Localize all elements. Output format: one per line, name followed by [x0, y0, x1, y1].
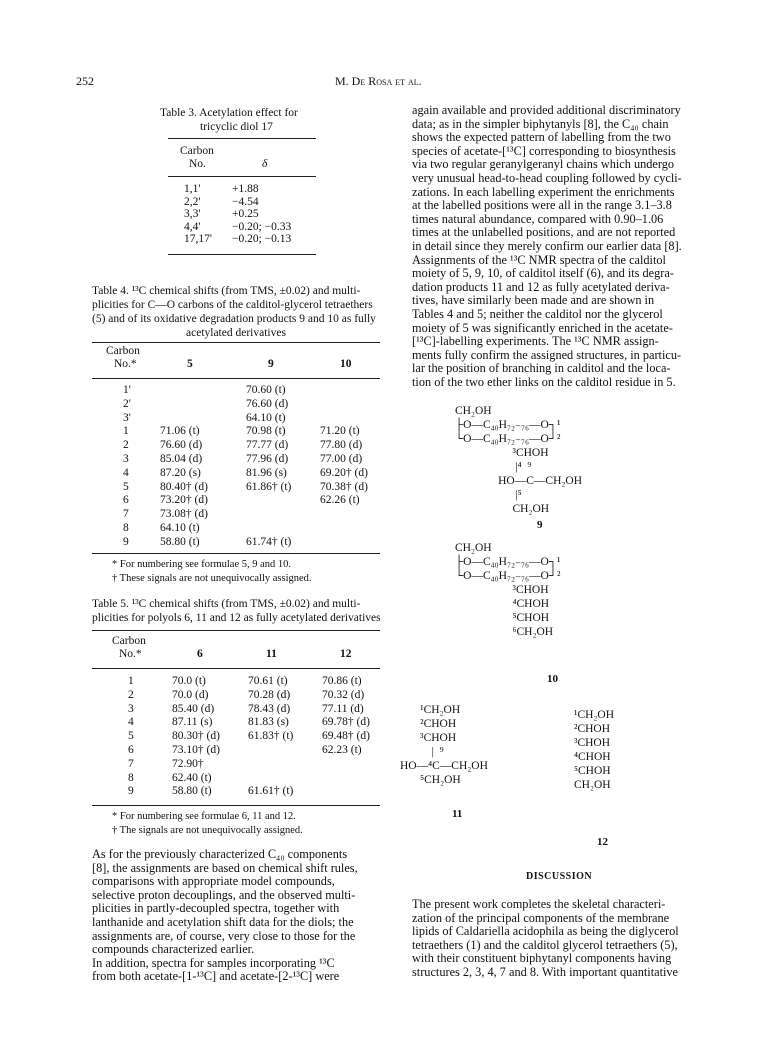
table-4-cell: 8	[123, 522, 129, 534]
structure-12-line-1: ¹CH₂OH	[574, 709, 615, 721]
structure-9-line-5: |⁴ ⁹	[455, 461, 532, 473]
structure-10-line-4: ³CHOH	[455, 584, 549, 596]
table-4-cell: 80.40† (d)	[160, 480, 208, 493]
left-body-line-10: from both acetate-[1-¹³C] and acetate-[2-¹³C] were	[92, 969, 340, 984]
right-body-top-line-18: [¹³C]-labelling experiments. The ¹³C NMR assign-	[412, 334, 659, 349]
table-5-cell: 4	[128, 716, 134, 729]
table-3-cell: 1,1'	[184, 183, 201, 195]
right-body-bottom-line-6: structures 2, 3, 4, 7 and 8. With important quantitative	[412, 964, 679, 979]
table-4-cell: 77.80 (d)	[320, 439, 363, 452]
right-body-bottom-line-2: zation of the principal components of the membrane	[412, 910, 670, 925]
structure-10-line-6: ⁵CHOH	[455, 612, 550, 624]
table-4-top-rule	[92, 342, 380, 343]
table-5-head-col-12: 12	[340, 648, 352, 660]
right-body-top-line-9: times natural abundance, compared with 0.90–1.06	[412, 211, 664, 226]
table-4-head-col-10: 10	[340, 358, 352, 370]
right-body-top-line-21: tion of the two ether links on the calditol residue in 5.	[412, 374, 676, 389]
table-4-footnote-2: † These signals are not unequivocally assigned.	[112, 573, 312, 584]
structure-9	[455, 404, 582, 516]
page-number: 252	[76, 74, 94, 88]
table-5-cell: 73.10† (d)	[172, 744, 220, 756]
table-3-top-rule	[168, 138, 316, 139]
table-4-cell: 71.20 (t)	[320, 425, 360, 438]
table-5-cell: 3	[128, 702, 134, 715]
table-4-cell: 81.96 (s)	[246, 466, 287, 479]
table-3-cell: +1.88	[232, 183, 259, 195]
right-body-top-line-2: data; as in the simpler biphytanyls [8], the C₄₀ chain	[412, 116, 669, 131]
left-body-line-3: comparisons with appropriate model compounds,	[92, 874, 335, 889]
table-5-footnote-1: * For numbering see formulae 6, 11 and 12.	[112, 811, 296, 822]
table-3-caption-line1: Table 3. Acetylation effect for	[160, 107, 298, 119]
structure-9-line-6: HO—C—CH₂OH	[455, 475, 582, 487]
table-4-cell: 69.20† (d)	[320, 466, 368, 479]
table-4-cell: 1	[123, 425, 129, 438]
structure-9-line-4: ³CHOH	[455, 447, 549, 459]
table-3-head-no: No.	[189, 158, 206, 170]
right-body-top-line-11: in detail since they merely confirm our earlier data [8].	[412, 238, 682, 253]
left-body-line-1: As for the previously characterized C₄₀ components	[92, 847, 348, 861]
table-3-head-delta: δ	[262, 158, 268, 170]
table-4-cell: 3'	[123, 411, 131, 424]
table-5-bottom-rule	[92, 805, 380, 806]
structure-9-line-3: └O—C₄₀H₇₂₋₇₆—O┘²	[455, 433, 561, 445]
table-4-cell: 73.08† (d)	[160, 508, 208, 521]
table-5-cell: 70.0 (d)	[172, 688, 209, 701]
table-4-cell: 77.96 (d)	[246, 453, 289, 465]
table-3-cell: −0.20; −0.33	[232, 220, 292, 233]
left-body-line-6: lanthanide and acetylation shift data for the diols; the	[92, 914, 354, 929]
right-body-top-line-17: moiety of 5 was significantly enriched in the acetate-	[412, 320, 673, 335]
table-3-cell: 2,2'	[184, 195, 201, 208]
left-body-line-9: In addition, spectra for samples incorporating ¹³C	[92, 955, 335, 970]
table-4-cell: 62.26 (t)	[320, 494, 360, 507]
table-5-caption-2: plicities for polyols 6, 11 and 12 as fully acetylated derivatives	[92, 612, 381, 624]
structure-12	[574, 708, 614, 792]
table-3-caption-line2: tricyclic diol 17	[200, 121, 273, 133]
table-4-cell: 61.74† (t)	[246, 535, 292, 548]
table-5-cell: 85.40 (d)	[172, 702, 215, 715]
table-3-cell: −0.20; −0.13	[232, 233, 292, 246]
table-5-cell: 1	[128, 675, 134, 687]
right-body-top-line-15: tives, have similarly been made and are shown in	[412, 293, 655, 308]
structure-12-line-3: ³CHOH	[574, 737, 611, 749]
table-4-cell: 87.20 (s)	[160, 466, 201, 479]
right-body-top-line-20: lar the position of branching in calditol and the loca-	[412, 361, 671, 376]
right-body-bottom-line-1: The present work completes the skeletal characteri-	[412, 897, 666, 911]
table-5-cell: 62.23 (t)	[322, 744, 362, 756]
table-5-head-rule	[92, 668, 380, 669]
left-body-line-8: compounds characterized earlier.	[92, 942, 255, 957]
table-4-cell: 1'	[123, 384, 131, 396]
structure-11-line-6: ⁵CH₂OH	[400, 774, 461, 786]
table-5-head-col-6: 6	[197, 648, 203, 660]
structure-9-line-1: CH₂OH	[455, 405, 492, 417]
table-5-cell: 2	[128, 688, 134, 701]
table-4-head-carbon: Carbon	[106, 345, 140, 357]
table-5-head-col-11: 11	[266, 648, 277, 660]
right-body-top-line-10: times at the unlabelled positions, and are not reported	[412, 225, 676, 240]
structure-11-label: 11	[452, 808, 463, 820]
table-3-cell: 4,4'	[184, 220, 201, 233]
table-3-cell: −4.54	[232, 195, 259, 208]
table-5-cell: 78.43 (d)	[248, 702, 291, 715]
structure-10-label: 10	[547, 673, 558, 685]
table-4-cell: 61.86† (t)	[246, 480, 292, 493]
table-5-head-no: No.*	[119, 648, 142, 660]
table-3-cell: 17,17'	[184, 233, 212, 246]
table-4-caption-2: plicities for C—O carbons of the calditol-glycerol tetraethers	[92, 299, 373, 311]
table-5-cell: 62.40 (t)	[172, 771, 212, 784]
structure-12-line-4: ⁴CHOH	[574, 751, 611, 763]
table-3-head-carbon: Carbon	[180, 145, 214, 157]
right-body-bottom-line-3: lipids of Caldariella acidophila as being the diglycerol	[412, 924, 679, 939]
structure-10-line-3: └O—C₄₀H₇₂₋₇₆—O┘²	[455, 570, 561, 582]
table-5-cell: 70.32 (d)	[322, 688, 365, 701]
structure-9-label: 9	[537, 519, 543, 531]
structure-11-line-5: HO—⁴C—CH₂OH	[400, 760, 488, 772]
table-4-cell: 2'	[123, 397, 131, 410]
table-5-cell: 70.28 (d)	[248, 688, 291, 701]
left-body-line-2: [8], the assignments are based on chemical shift rules,	[92, 860, 358, 875]
table-4-cell: 64.10 (t)	[160, 522, 200, 534]
table-4-footnote-1: * For numbering see formulae 5, 9 and 10.	[112, 559, 292, 570]
structure-9-line-7: |⁵	[455, 489, 522, 501]
left-body-line-7: assignments are, of course, very close to those for the	[92, 928, 356, 943]
table-4-cell: 70.60 (t)	[246, 384, 286, 396]
table-4-head-col-9: 9	[268, 358, 274, 370]
table-5-cell: 77.11 (d)	[322, 702, 364, 715]
table-4-cell: 70.38† (d)	[320, 480, 368, 493]
table-5-cell: 80.30† (d)	[172, 730, 220, 743]
right-body-top-line-16: Tables 4 and 5; neither the calditol nor the glycerol	[412, 306, 663, 321]
discussion-heading: DISCUSSION	[526, 871, 593, 882]
right-body-top-line-5: via two regular geranylgeranyl chains which undergo	[412, 157, 675, 172]
table-4-caption-4: acetylated derivatives	[186, 327, 286, 339]
table-5-cell: 70.86 (t)	[322, 675, 362, 687]
table-5-cell: 70.0 (t)	[172, 675, 206, 687]
table-5-top-rule	[92, 630, 380, 631]
right-body-top-line-3: shows the expected pattern of labelling from the two	[412, 130, 671, 145]
table-5-cell: 58.80 (t)	[172, 785, 212, 798]
table-4-cell: 71.06 (t)	[160, 425, 200, 438]
table-4-cell: 77.77 (d)	[246, 439, 289, 452]
table-5-head-carbon: Carbon	[112, 635, 146, 647]
table-4-cell: 7	[123, 508, 129, 521]
structure-11-line-3: ³CHOH	[400, 732, 457, 744]
left-body-text	[92, 848, 380, 984]
table-5-cell: 69.78† (d)	[322, 716, 370, 729]
structure-11-line-1: ¹CH₂OH	[400, 704, 461, 716]
table-3-cell: +0.25	[232, 208, 259, 221]
table-5-cell: 61.83† (t)	[248, 730, 294, 743]
table-5-caption-1: Table 5. ¹³C chemical shifts (from TMS, ±0.02) and multi-	[92, 598, 361, 610]
table-5-cell: 5	[128, 730, 134, 743]
table-5-cell: 8	[128, 771, 134, 784]
table-4-cell: 64.10 (t)	[246, 411, 286, 424]
table-4-cell: 2	[123, 439, 129, 452]
structure-11-line-4: | ⁹	[400, 746, 444, 758]
structure-12-line-5: ⁵CHOH	[574, 765, 611, 777]
table-5-cell: 70.61 (t)	[248, 675, 288, 687]
table-4-cell: 5	[123, 480, 129, 493]
table-4-cell: 70.98 (t)	[246, 425, 286, 438]
table-4-head-rule	[92, 378, 380, 379]
structure-10-line-1: CH₂OH	[455, 542, 492, 554]
left-body-line-4: selective proton decouplings, and the observed multi-	[92, 887, 356, 902]
table-5-cell: 7	[128, 757, 134, 770]
right-body-top-line-1: again available and provided additional discriminatory	[412, 103, 681, 117]
structure-10-line-2: ├O—C₄₀H₇₂₋₇₆—O┐¹	[455, 556, 561, 568]
table-4-cell: 58.80 (t)	[160, 535, 200, 548]
table-4-caption-1: Table 4. ¹³C chemical shifts (from TMS, ±0.02) and multi-	[92, 285, 361, 297]
table-5-footnote-2: † The signals are not unequivocally assigned.	[112, 825, 303, 836]
structure-12-line-6: CH₂OH	[574, 779, 611, 791]
right-body-text-top	[412, 104, 704, 389]
right-body-top-line-4: species of acetate-[¹³C] corresponding to biosynthesis	[412, 143, 676, 158]
table-5-cell: 81.83 (s)	[248, 716, 289, 729]
left-body-line-5: plicities in partly-decoupled spectra, together with	[92, 901, 340, 916]
table-4-cell: 77.00 (d)	[320, 453, 363, 465]
table-5-cell: 87.11 (s)	[172, 716, 213, 729]
right-body-bottom-line-5: with their constituent biphytanyl components having	[412, 951, 672, 966]
table-5-cell: 72.90†	[172, 757, 204, 770]
structure-12-line-2: ²CHOH	[574, 723, 611, 735]
right-body-top-line-8: at the labelled positions were all in the range 3.1–3.8	[412, 198, 672, 213]
table-4-cell: 76.60 (d)	[160, 439, 203, 452]
table-4-cell: 73.20† (d)	[160, 494, 208, 507]
table-5-cell: 61.61† (t)	[248, 785, 294, 798]
table-5-cell: 6	[128, 744, 134, 756]
table-4-head-no: No.*	[114, 358, 137, 370]
table-3-cell: 3,3'	[184, 208, 201, 221]
table-4-head-col-5: 5	[187, 358, 193, 370]
right-body-top-line-13: moiety of 5, 9, 10, of calditol itself (6), and its degra-	[412, 266, 674, 281]
right-body-top-line-6: very unusual head-to-head coupling followed by cycli-	[412, 170, 682, 185]
right-body-text-bottom	[412, 898, 704, 980]
right-body-top-line-12: Assignments of the ¹³C NMR spectra of the calditol	[412, 252, 666, 267]
table-4-cell: 4	[123, 466, 129, 479]
table-4-cell: 76.60 (d)	[246, 397, 289, 410]
structure-11-line-2: ²CHOH	[400, 718, 457, 730]
table-5-cell: 69.48† (d)	[322, 730, 370, 743]
structure-10-line-5: ⁴CHOH	[455, 598, 550, 610]
running-title: M. De Rosa et al.	[335, 74, 422, 88]
right-body-top-line-19: ments fully confirm the assigned structures, in particu-	[412, 347, 682, 362]
structure-11	[400, 703, 488, 787]
table-5-cell: 9	[128, 785, 134, 798]
table-4-cell: 9	[123, 535, 129, 548]
table-3-head-rule	[168, 176, 316, 177]
structure-9-line-8: CH₂OH	[455, 503, 550, 515]
table-4-cell: 85.04 (d)	[160, 453, 203, 465]
structure-10-line-7: ⁶CH₂OH	[455, 626, 554, 638]
table-4-bottom-rule	[92, 553, 380, 554]
structure-9-line-2: ├O—C₄₀H₇₂₋₇₆—O┐¹	[455, 419, 561, 431]
right-body-bottom-line-4: tetraethers (1) and the calditol glycerol tetraethers (5),	[412, 937, 678, 952]
right-body-top-line-14: dation products 11 and 12 as fully acetylated deriva-	[412, 279, 670, 294]
table-4-caption-3: (5) and of its oxidative degradation products 9 and 10 as fully	[92, 313, 376, 325]
structure-12-label: 12	[597, 836, 608, 848]
table-4-cell: 6	[123, 494, 129, 507]
structure-10	[455, 541, 560, 639]
table-3-bottom-rule	[168, 254, 316, 255]
table-4-cell: 3	[123, 453, 129, 465]
right-body-top-line-7: zations. In each labelling experiment the enrichments	[412, 184, 675, 199]
